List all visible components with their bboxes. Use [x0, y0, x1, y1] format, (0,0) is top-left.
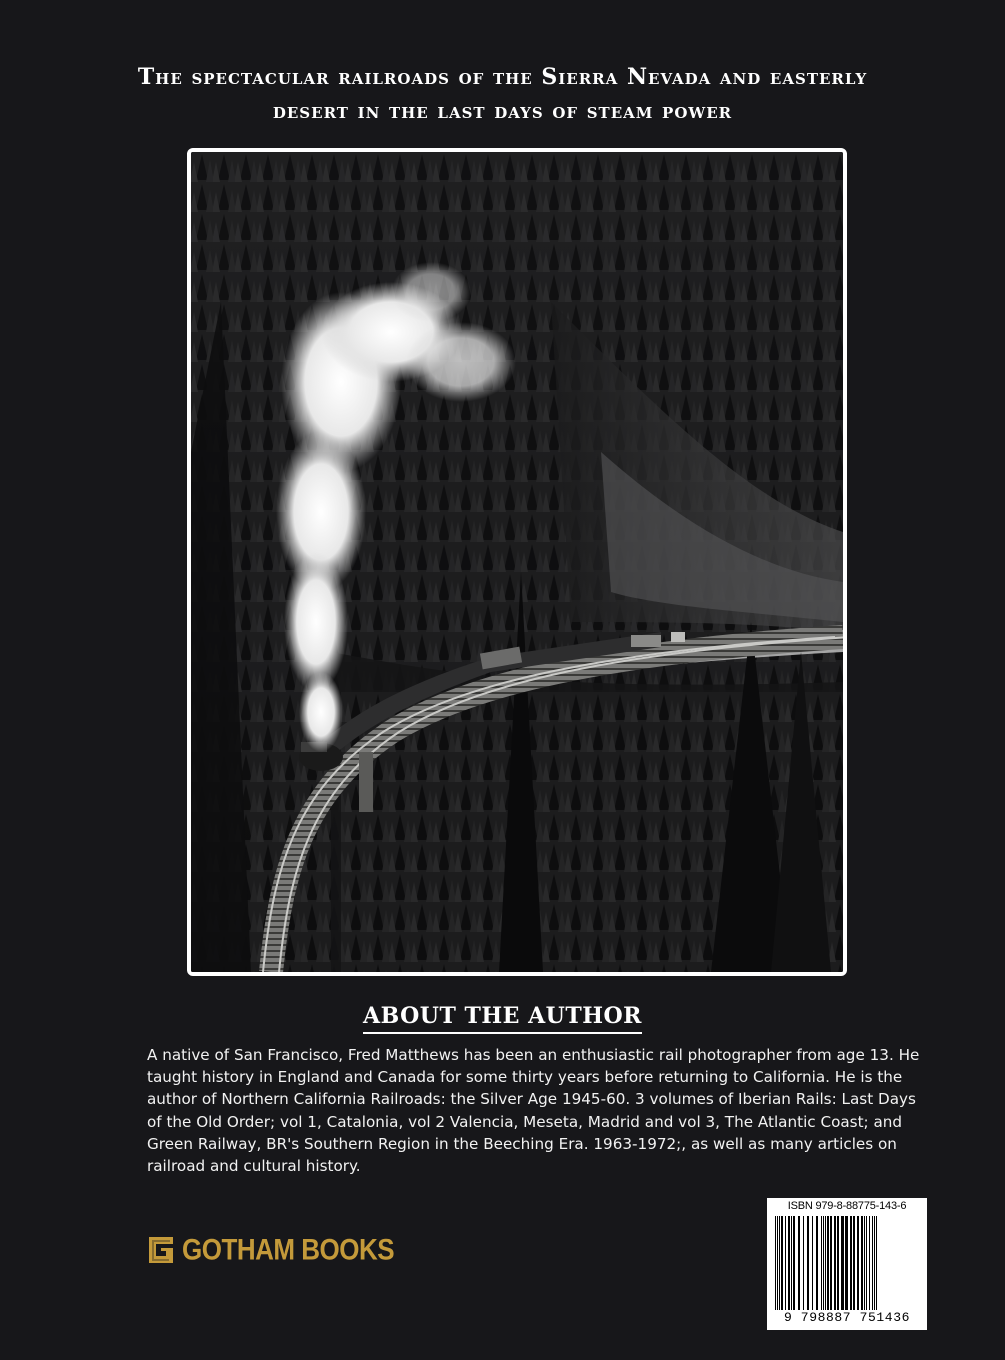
barcode-bar-12: [816, 1216, 818, 1310]
barcode-digits: 9 798887 751436: [783, 1310, 911, 1325]
barcode-bar-26: [864, 1216, 865, 1310]
barcode-bar-3: [781, 1216, 783, 1310]
barcode-bar-8: [798, 1216, 800, 1310]
barcode-bar-16: [827, 1216, 829, 1310]
barcode-bars: [773, 1216, 921, 1310]
publisher-name: GOTHAM BOOKS: [182, 1231, 395, 1267]
about-author-title: ABOUT THE AUTHOR: [363, 1003, 642, 1034]
cover-photo: [187, 148, 847, 976]
barcode-bar-22: [850, 1216, 852, 1310]
barcode-bar-2: [779, 1216, 780, 1310]
barcode-bar-6: [791, 1216, 792, 1310]
barcode-bar-13: [821, 1216, 822, 1310]
isbn-barcode: [767, 1198, 927, 1330]
about-author-heading: [0, 1003, 1005, 1034]
cover-tagline: [40, 60, 965, 128]
barcode-bar-30: [874, 1216, 875, 1310]
barcode-bar-19: [837, 1216, 839, 1310]
barcode-bar-5: [788, 1216, 790, 1310]
barcode-bar-14: [823, 1216, 824, 1310]
barcode-bar-4: [785, 1216, 786, 1310]
isbn-label: ISBN 979-8-88775-143-6: [787, 1200, 907, 1212]
barcode-bar-17: [830, 1216, 832, 1310]
barcode-bar-18: [834, 1216, 836, 1310]
barcode-bar-21: [845, 1216, 848, 1310]
barcode-bar-0: [775, 1216, 776, 1310]
barcode-bar-7: [793, 1216, 795, 1310]
gotham-logo-icon: [148, 1236, 174, 1264]
tagline-line-2: desert in the last days of steam power: [272, 98, 733, 124]
publisher-logo: [148, 1231, 395, 1267]
barcode-bar-20: [841, 1216, 844, 1310]
barcode-bar-29: [872, 1216, 873, 1310]
barcode-bar-1: [777, 1216, 778, 1310]
barcode-bar-9: [803, 1216, 804, 1310]
barcode-bar-25: [861, 1216, 863, 1310]
barcode-bar-15: [825, 1216, 826, 1310]
barcode-bar-27: [866, 1216, 867, 1310]
barcode-bar-28: [869, 1216, 870, 1310]
barcode-bar-11: [812, 1216, 813, 1310]
barcode-bar-24: [857, 1216, 859, 1310]
barcode-bar-23: [853, 1216, 855, 1310]
tagline-line-1: The spectacular railroads of the Sierra Nevada and easterly: [137, 64, 868, 90]
steam-train-photo: [191, 152, 843, 972]
author-bio: A native of San Francisco, Fred Matthews has been an enthusiastic rail photographer from age 13. He taught history in England and Canada for some thirty years before returning to California. He is the author of Northern California Railroads: the Silver Age 1945-60. 3 volumes of Iberian Rails: Last Days of the Old Order; vol 1, Catalonia, vol 2 Valencia, Meseta, Madrid and vol 3, The Atlantic Coast; and Green Railway, BR's Southern Region in the Beeching Era. 1963-1972;, as well as many articles on railroad and cultural history.: [147, 1046, 920, 1176]
barcode-bar-10: [807, 1216, 809, 1310]
barcode-bar-31: [876, 1216, 877, 1310]
